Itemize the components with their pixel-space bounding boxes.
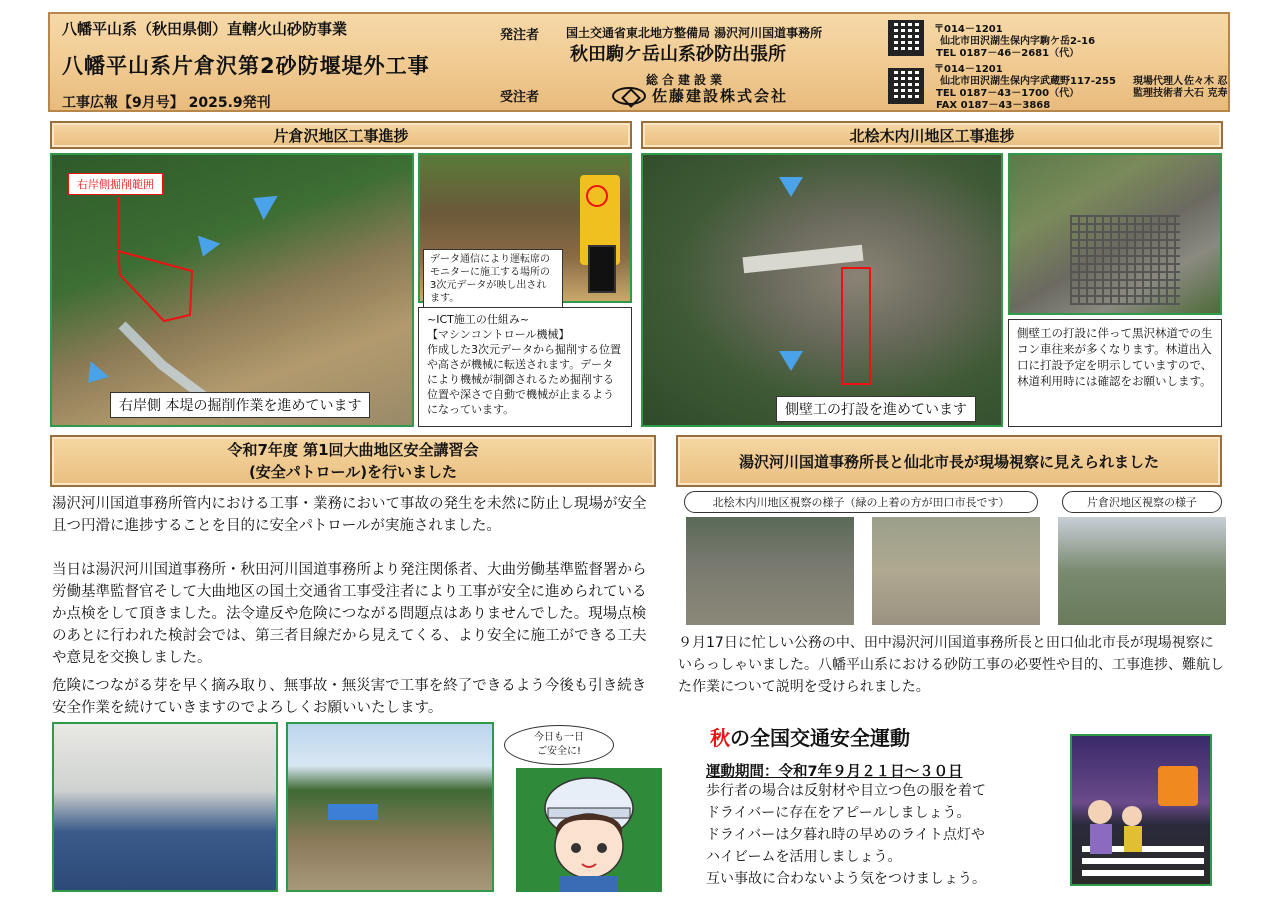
safety-heading-line1: 令和7年度 第1回大曲地区安全講習会 xyxy=(227,441,479,459)
seminar-room-photo xyxy=(52,722,278,892)
section-heading-kitahinokinai: 北桧木内川地区工事進捗 xyxy=(641,121,1223,149)
advice-line4: ハイビームを活用しましょう。 xyxy=(706,849,902,865)
contractor-postal: 〒014－1201 xyxy=(934,64,1003,75)
traffic-campaign-title xyxy=(710,722,910,751)
ict-body: 作成した3次元データから掘削する位置や高さが機械に転送されます。データにより機械が制御されるため掘削する位置や深さで自動で機械が止まるようになっています。 xyxy=(427,343,621,416)
contractor-address: 仙北市田沢湖生保内字武蔵野117-255 xyxy=(940,76,1116,87)
photo-caption-kitahinokinai: 側壁工の打設を進めています xyxy=(776,396,976,422)
engineer-name: 大石 克寿 xyxy=(1184,88,1228,99)
orderer-label: 発注者 xyxy=(500,28,540,43)
visit-photo-label-1: 北桧木内川地区視察の様子（緑の上着の方が田口市長です） xyxy=(684,491,1038,513)
contractor-name: 佐藤建設株式会社 xyxy=(652,87,789,105)
speech-bubble xyxy=(504,725,614,765)
contractor-tel: TEL 0187－43－1700（代） xyxy=(936,88,1080,99)
safety-paragraph-3: 危険につながる芽を早く摘み取り、無事故・無災害で工事を終了できるよう今後も引き続き安全作業を続けていきますのでよろしくお願いいたします。 xyxy=(52,678,647,716)
contractor-fax: FAX 0187－43－3868 xyxy=(936,100,1051,111)
ict-subtitle: 【マシンコントロール機械】 xyxy=(427,328,570,341)
visit-photo-label-2: 片倉沢地区視察の様子 xyxy=(1062,491,1222,513)
contractor-label: 受注者 xyxy=(500,90,540,105)
traffic-advice xyxy=(706,780,1066,890)
crosswalk-scene-icon xyxy=(1072,736,1212,886)
advice-line2: ドライバーに存在をアピールしましょう。 xyxy=(706,805,971,821)
qr-code-icon[interactable] xyxy=(888,20,924,56)
advice-line3: ドライバーは夕暮れ時の早めのライト点灯や xyxy=(706,827,985,843)
mascot-illustration xyxy=(516,768,662,892)
flow-arrow-icon xyxy=(779,351,803,371)
qr-code-icon[interactable] xyxy=(888,68,924,104)
advice-line1: 歩行者の場合は反射材や目立つ色の服を着て xyxy=(706,783,986,799)
monitor-icon xyxy=(588,245,616,293)
section-heading-katakurazawa: 片倉沢地区工事進捗 xyxy=(50,121,632,149)
excavation-range-label: 右岸側掘削範囲 xyxy=(68,173,163,195)
ict-title: ~ICT施工の仕組み~ xyxy=(427,313,530,326)
visit-body-text: ９月17日に忙しい公務の中、田中湯沢河川国道事務所長と田口仙北市長が現場視察にいらっしゃいました。八幡平山系における砂防工事の必要性や目的、工事進捗、難航した作業について説明を受けられました。 xyxy=(678,635,1224,695)
advice-line5: 互い事故に合わないよう気をつけましょう。 xyxy=(706,871,986,887)
safety-paragraph-1: 湯沢河川国道事務所管内における工事・業務において事故の発生を未然に防止し現場が安全且つ円滑に進捗することを目的に安全パトロールが実施されました。 xyxy=(52,496,647,534)
issue-label: 工事広報【9月号】 2025.9発刊 xyxy=(62,95,271,111)
forest-road-notice: 側壁工の打設に伴って黒沢林道での生コン車往来が多くなります。林道出入口に打設予定を明示していますので、林道利用時には確認をお願いします。 xyxy=(1008,319,1222,427)
rebar-grid xyxy=(1070,215,1180,305)
ict-explanation-box xyxy=(418,307,632,427)
orderer-office: 秋田駒ケ岳山系砂防出張所 xyxy=(570,44,786,65)
bubble-line2: ご安全に! xyxy=(536,746,581,757)
header-banner xyxy=(48,12,1230,112)
visit-photo-2 xyxy=(872,517,1040,625)
section-heading-safety xyxy=(50,435,656,487)
company-logo-icon xyxy=(612,87,646,105)
safety-paragraph-2: 当日は湯沢河川国道事務所・秋田河川国道事務所より発注関係者、大曲労働基準監督署から労働基準監督官そして大曲地区の国土交通省工事受注者により工事が安全に進められているか点検をして頂きました。法令違反や危険につながる問題点はありませんでした。現場点検のあとに行われた検討会では、第三者目線だから見えてくる、より安全に施工ができる工夫や意見を交換しました。 xyxy=(52,562,647,666)
bubble-line1: 今日も一日 xyxy=(534,732,584,743)
aerial-photo-kitahinokinai xyxy=(641,153,1003,427)
orderer-address: 仙北市田沢湖生保内字駒ケ岳2-16 xyxy=(940,36,1096,47)
engineer-label: 監理技術者 xyxy=(1133,88,1183,99)
traffic-illustration xyxy=(1070,734,1212,886)
contractor-type: 総合建設業 xyxy=(646,73,727,87)
campaign-period: 運動期間：令和7年９月２１日～３０日 xyxy=(706,764,963,780)
monitor-note: データ通信により運転席のモニターに施工する場所の3次元データが映し出されます。 xyxy=(423,249,563,309)
flow-arrow-icon xyxy=(779,177,803,197)
highlight-box xyxy=(841,267,871,385)
safety-heading-line2: (安全パトロール)を行いました xyxy=(248,463,458,481)
photo-overlay xyxy=(52,155,414,427)
orderer-postal: 〒014－1201 xyxy=(934,24,1003,35)
section-heading-visit: 湯沢河川国道事務所長と仙北市長が現場視察に見えられました xyxy=(676,435,1222,487)
title-accent: 秋 xyxy=(710,726,730,750)
project-subtitle: 八幡平山系（秋田県側）直轄火山砂防事業 xyxy=(62,20,348,38)
aerial-photo-katakurazawa xyxy=(50,153,414,427)
photo-caption-katakurazawa: 右岸側 本堤の掘削作業を進めています xyxy=(110,392,370,418)
blue-tarp xyxy=(328,804,378,820)
orderer-name: 国土交通省東北地方整備局 湯沢河川国道事務所 xyxy=(566,26,823,40)
orderer-tel: TEL 0187－46－2681（代） xyxy=(936,48,1080,59)
visit-photo-3 xyxy=(1058,517,1226,625)
site-patrol-photo xyxy=(286,722,494,892)
side-wall-photo xyxy=(1008,153,1222,315)
visit-photo-1 xyxy=(686,517,854,625)
highlight-circle xyxy=(586,185,608,207)
rep-name: 佐々木 忍 xyxy=(1184,76,1228,87)
rep-label: 現場代理人 xyxy=(1133,76,1183,87)
mascot-character-icon xyxy=(516,768,662,892)
contractor-name-row xyxy=(612,85,788,106)
project-title: 八幡平山系片倉沢第2砂防堰堤外工事 xyxy=(62,54,430,78)
title-rest: の全国交通安全運動 xyxy=(730,726,910,750)
